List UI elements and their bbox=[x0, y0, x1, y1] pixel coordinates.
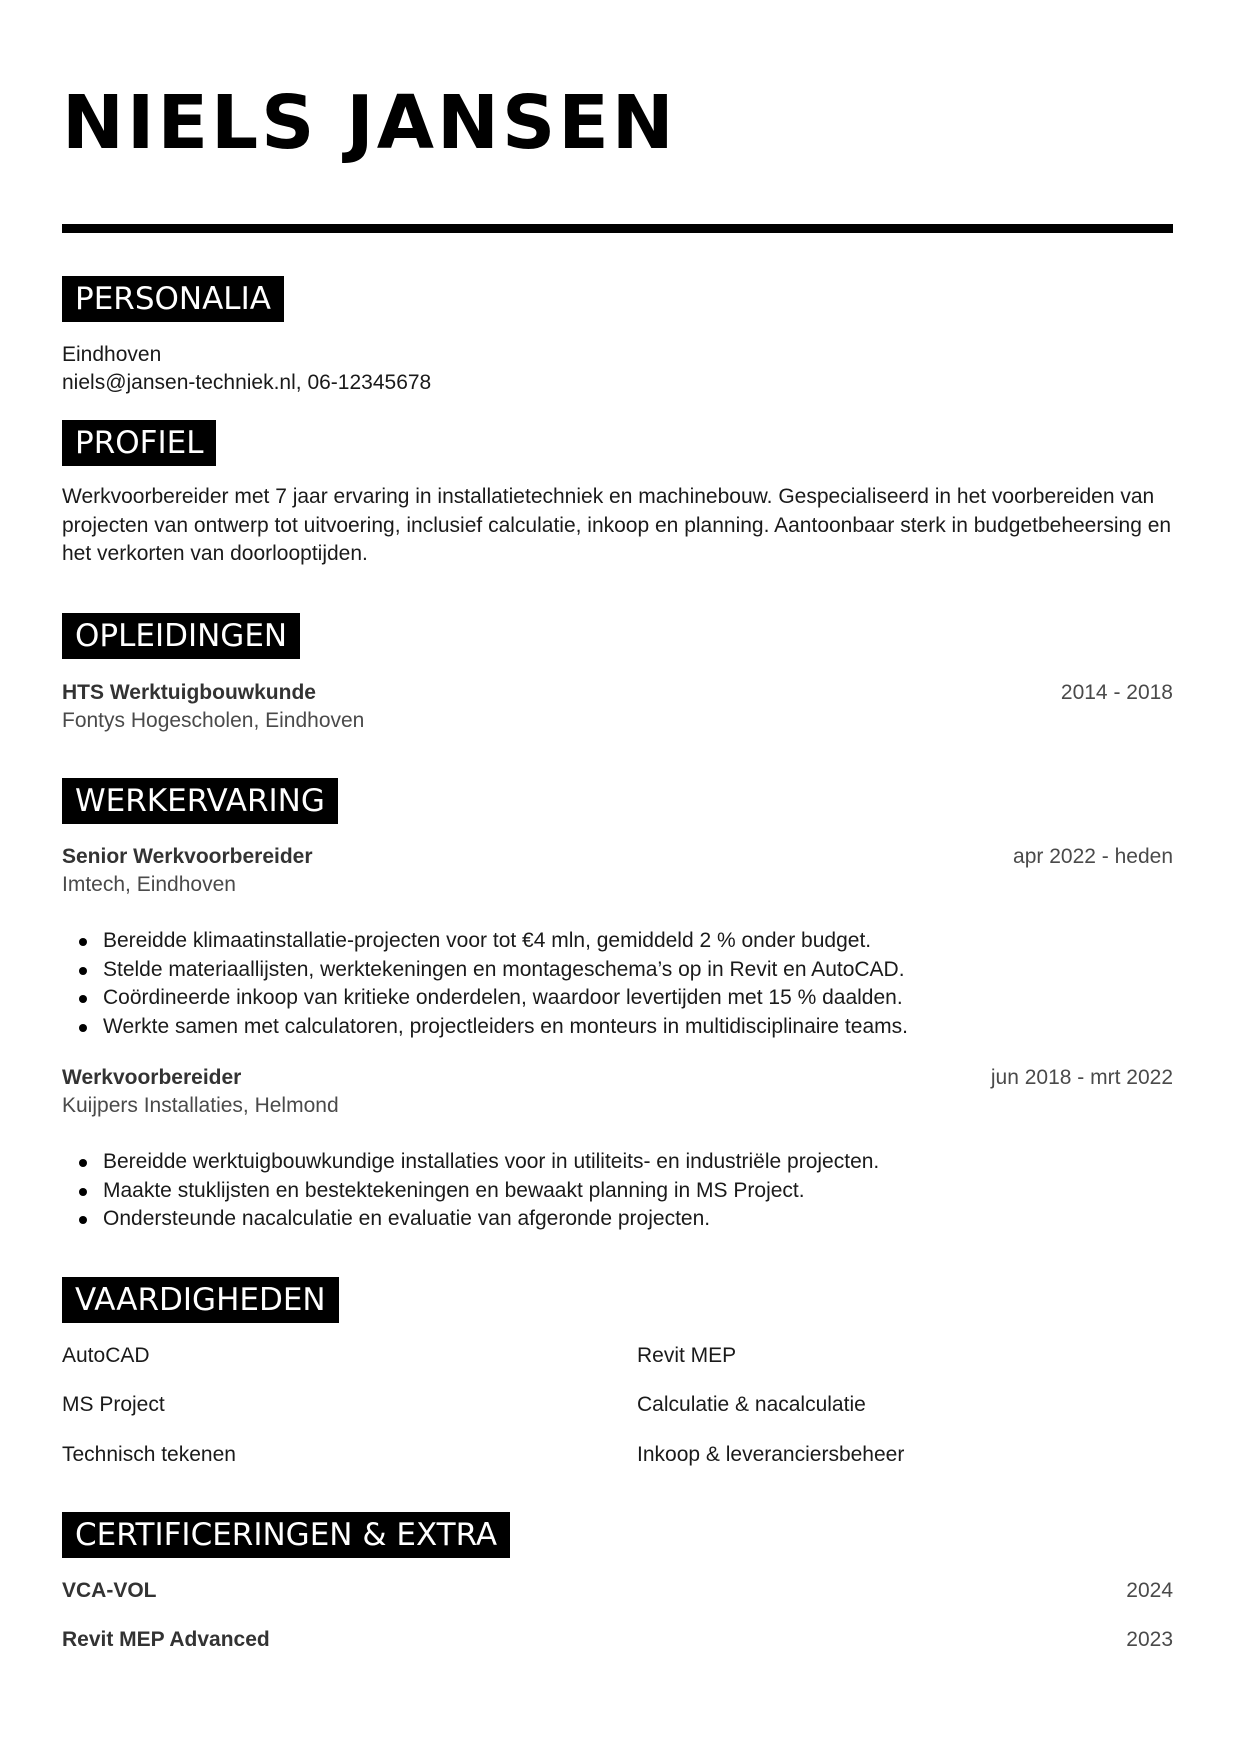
education-period: 2014 - 2018 bbox=[1060, 681, 1173, 704]
section-heading-profiel: PROFIEL bbox=[62, 420, 216, 466]
skill-item: Revit MEP bbox=[637, 1344, 737, 1367]
section-heading-opleidingen: OPLEIDINGEN bbox=[62, 613, 300, 659]
section-heading-werkervaring: WERKERVARING bbox=[62, 778, 338, 824]
certification-name: Revit MEP Advanced bbox=[62, 1628, 270, 1651]
section-heading-certificeringen: CERTIFICERINGEN & EXTRA bbox=[62, 1512, 510, 1558]
education-title: HTS Werktuigbouwkunde bbox=[62, 681, 316, 704]
job-company: Imtech, Eindhoven bbox=[62, 873, 236, 896]
certification-year: 2023 bbox=[1126, 1628, 1173, 1651]
section-heading-vaardigheden: VAARDIGHEDEN bbox=[62, 1277, 339, 1323]
personalia-city: Eindhoven bbox=[62, 343, 162, 366]
personalia-contact: niels@jansen-techniek.nl, 06-12345678 bbox=[62, 371, 432, 394]
job-bullet: Ondersteunde nacalculatie en evaluatie van afgeronde projecten. bbox=[62, 1205, 1173, 1234]
certification-year: 2024 bbox=[1126, 1579, 1173, 1602]
job-title: Senior Werkvoorbereider bbox=[62, 845, 313, 868]
job-company: Kuijpers Installaties, Helmond bbox=[62, 1094, 339, 1117]
header-divider bbox=[62, 224, 1173, 233]
skill-item: Technisch tekenen bbox=[62, 1443, 236, 1466]
job-bullet: Coördineerde inkoop van kritieke onderdelen, waardoor levertijden met 15 % daalden. bbox=[62, 984, 1173, 1013]
certification-name: VCA-VOL bbox=[62, 1579, 157, 1602]
skill-item: Calculatie & nacalculatie bbox=[637, 1393, 866, 1416]
education-institution: Fontys Hogescholen, Eindhoven bbox=[62, 709, 365, 732]
job-period: jun 2018 - mrt 2022 bbox=[990, 1066, 1173, 1089]
section-heading-personalia: PERSONALIA bbox=[62, 276, 284, 322]
skill-item: Inkoop & leveranciersbeheer bbox=[637, 1443, 905, 1466]
job-bullet: Stelde materiaallijsten, werktekeningen en montageschema’s op in Revit en AutoCAD. bbox=[62, 956, 1173, 985]
job-period: apr 2022 - heden bbox=[1013, 845, 1173, 868]
job-bullet: Bereidde werktuigbouwkundige installaties voor in utiliteits- en industriële projecten. bbox=[62, 1148, 1173, 1177]
job-bullet-list bbox=[62, 927, 1173, 1041]
job-bullet-list bbox=[62, 1148, 1173, 1234]
candidate-name: NIELS JANSEN bbox=[62, 80, 677, 166]
job-title: Werkvoorbereider bbox=[62, 1066, 242, 1089]
profiel-text: Werkvoorbereider met 7 jaar ervaring in installatietechniek en machinebouw. Gespecialiseerd in het voorbereiden van projecten van ontwerp tot uitvoering, inclusief calculatie, inkoop en planning. Aantoonbaar sterk in budgetbeheersing en het verkorten van doorlooptijden. bbox=[62, 485, 1172, 565]
job-bullet: Werkte samen met calculatoren, projectleiders en monteurs in multidisciplinaire teams. bbox=[62, 1013, 1173, 1042]
job-bullet: Maakte stuklijsten en bestektekeningen en bewaakt planning in MS Project. bbox=[62, 1177, 1173, 1206]
skill-item: MS Project bbox=[62, 1393, 165, 1416]
job-bullet: Bereidde klimaatinstallatie-projecten voor tot €4 mln, gemiddeld 2 % onder budget. bbox=[62, 927, 1173, 956]
skill-item: AutoCAD bbox=[62, 1344, 150, 1367]
